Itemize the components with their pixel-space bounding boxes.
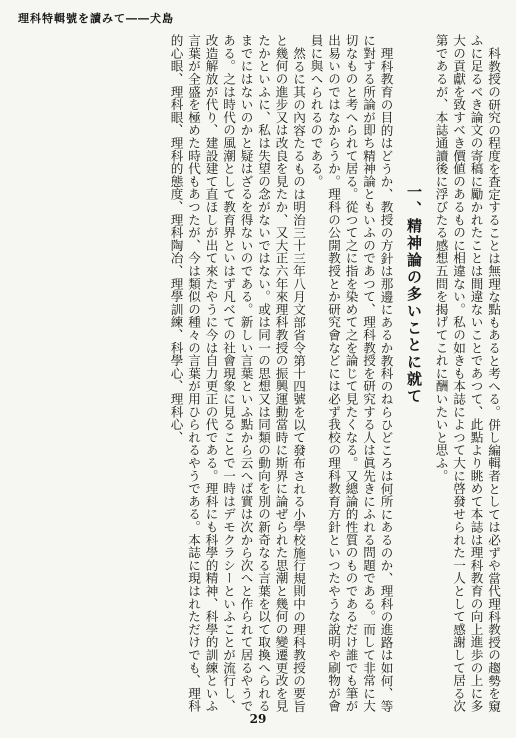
body-text bbox=[12, 34, 502, 714]
section-heading: 一、精神論の多いことに就て bbox=[405, 184, 423, 405]
paragraph-section-2: 然るに其の內容たるものは明治三十三年八月文部省令第十四號を以て發布される小學校施行規則中の理科教授の要旨と幾何の進步又は改良を見たか、又大正六年來理科教授の振興運動當時に斯界に論ぜられた思潮と幾何の變遷更改を見たかといふに、私は失望の念がないではない。或は同一の思想又は同類の動向を別の新奇なる言葉を以て取換へられるまでにはないのかと疑はざるを得ないのである。新しい言葉といふ點から云へば實は次から次へと作られて居るやうである。之は時代の風潮として教育界といはず凡べての社會現象に見ることで一時はデモクラシーといふことが流行し、改造解放が代り、建設建て直ほしが出て來たやうに今は自力更正の代である。理科にも科學的精神、科學的訓練といふ言葉が全盛を極めた時代もあつたが、今は類似の種々の言葉が用ひられるやうである。本誌に現はれただけでも、理科的心眼、理科眼、理科的態度、理科陶冶、理學訓練、科學心、理科心、 bbox=[168, 34, 306, 713]
paragraph-section-1: 理科教育の目的はどうか、教授の方針は那邊にあるか教科のねらひどころは何所にあるのか、理科の進路は如何、等に對する所論が即ち精神論ともいふのであつて、理科教授を研究する人は眞先きにふれる問題である。而して非常に大切なものと考へられて居る。從つて之に指を染めて之を論じて見たくなる。又總論的性質のものであるだけ誰でも筆が出易いのではなからうか。理科の公開教授とか研究會などには必ず我校の理科教育方針といつたやうな說明や刷物が會員に與へられるのである。 bbox=[308, 34, 394, 713]
running-header: 理科特輯號を讀みて――犬島 bbox=[18, 12, 174, 25]
paragraph-intro: 科教授の研究の程度を査定することは無理な點もあると考へる。併し編輯者としては必ずや當代理科教授の趨勢を窺ふに足るべき論文の寄稿に勵かれたことは間違ないことであつて、此點より眺めて本誌は理科教育の向上進歩の上に多大の貢獻を致すべき價値のあるものに相違ない。私の如きも本誌によつて大に啓發せられた一人として感謝して居る次第であるが、本誌通讀後に浮びたる感想五問を揭げてこれに酬いたいと思ふ。 bbox=[433, 34, 501, 713]
page-number: 29 bbox=[249, 712, 267, 726]
